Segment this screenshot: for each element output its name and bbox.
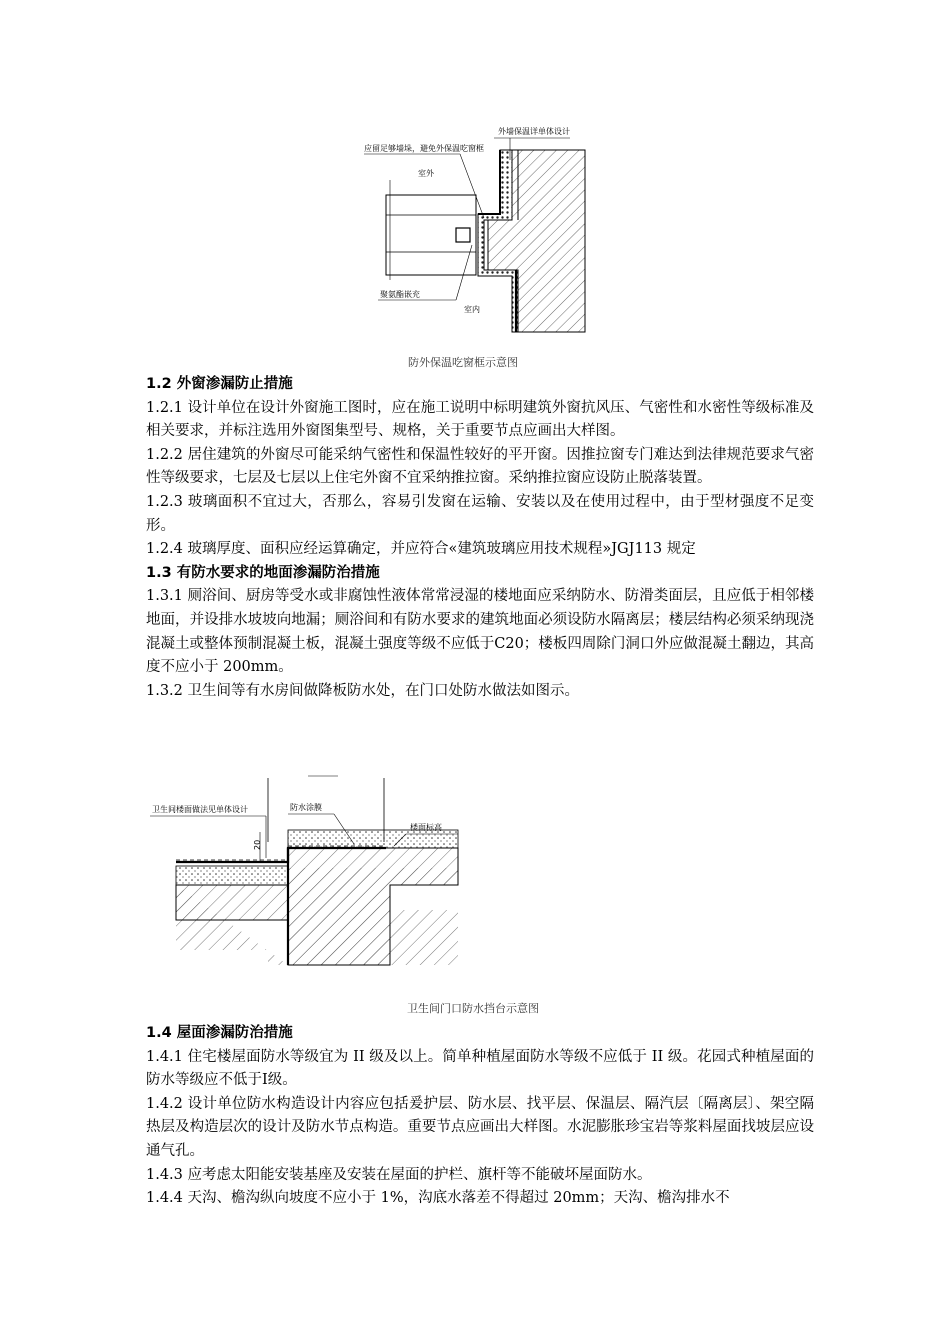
- paragraph-1-2-4: 1.2.4 玻璃厚度、面积应经运算确定，并应符合«建筑玻璃应用技术规程»JGJ113 规定: [146, 541, 696, 558]
- fig2-label-dim: 20: [253, 839, 262, 850]
- paragraph-1-3-1: 1.3.1 厕浴间、厨房等受水或非腐蚀性液体常常浸湿的楼地面应采纳防水、防滑类面层，且应低于相邻楼地面，并设排水坡坡向地漏；厕浴间和有防水要求的建筑地面必须设防水隔离层；楼层结构必须采纳现浇混凝土或整体预制混凝土板，混凝土强度等级不应低于C20；楼板四周除门洞口外应做混凝土翻边，其高度不应小于 200mm。: [146, 588, 814, 676]
- fig1-label-foam: 聚氨酯嵌充: [380, 290, 420, 299]
- paragraph-1-4-2: 1.4.2 设计单位防水构造设计内容应包括爰护层、防水层、找平层、保温层、隔汽层〔隔离层〕、架空隔热层及构造层次的设计及防水节点构造。重要节点应画出大样图。水泥膨胀珍宝岩等浆料屋面找坡层应设通气孔。: [146, 1095, 814, 1159]
- section-1-2-heading: 1.2 外窗渗漏防止措施: [146, 376, 293, 392]
- fig2-label-floor: 楼面标高: [410, 823, 442, 832]
- paragraph-1-3-2: 1.3.2 卫生间等有水房间做降板防水处，在门口处防水做法如图示。: [146, 682, 580, 699]
- paragraph-1-4-1: 1.4.1 住宅楼屋面防水等级宜为 II 级及以上。简单种植屋面防水等级不应低于 II 级。花园式种植屋面的防水等级应不低于Ⅰ级。: [146, 1048, 814, 1089]
- fig1-label-top-right: 外墙保温详单体设计: [498, 127, 570, 136]
- fig2-label-coating: 防水涂膜: [290, 803, 322, 812]
- text-block-lower: [146, 1022, 814, 1211]
- figure1-caption: 防外保温吃窗框示意图: [408, 356, 518, 369]
- fig2-label-left: 卫生间楼面做法见单体设计: [152, 805, 248, 814]
- section-1-4-heading: 1.4 屋面渗漏防治措施: [146, 1025, 293, 1041]
- fig1-label-inside: 室内: [464, 305, 480, 314]
- window-insulation-diagram: [360, 120, 600, 340]
- figure2-caption: 卫生间门口防水挡台示意图: [407, 1002, 539, 1015]
- section-1-3-heading: 1.3 有防水要求的地面渗漏防治措施: [146, 564, 380, 581]
- fig1-label-top-left: 应留足够墙垛，避免外保温吃窗框: [364, 144, 484, 153]
- paragraph-1-4-4: 1.4.4 天沟、檐沟纵向坡度不应小于 1%，沟底水落差不得超过 20mm；天沟、檐沟排水不: [146, 1190, 730, 1207]
- paragraph-1-2-2: 1.2.2 居住建筑的外窗尽可能采纳气密性和保温性较好的平开窗。因推拉窗专门难达到法律规范要求气密性等级要求，七层及七层以上住宅外窗不宜采纳推拉窗。采纳推拉窗应设防止脱落装置。: [146, 446, 814, 487]
- paragraph-1-2-3: 1.2.3 玻璃面积不宜过大，否那么，容易引发窗在运输、安装以及在使用过程中，由于型材强度不足变形。: [146, 493, 814, 534]
- text-block-upper: [146, 373, 814, 703]
- paragraph-1-4-3: 1.4.3 应考虑太阳能安装基座及安装在屋面的护栏、旗杆等不能破坏屋面防水。: [146, 1166, 652, 1183]
- fig1-label-outside: 室外: [418, 169, 434, 178]
- paragraph-1-2-1: 1.2.1 设计单位在设计外窗施工图时，应在施工说明中标明建筑外窗抗风压、气密性和水密性等级标准及相关要求，并标注选用外窗图集型号、规格，关于重要节点应画出大样图。: [146, 399, 814, 440]
- bathroom-door-waterproof-diagram: [148, 770, 468, 970]
